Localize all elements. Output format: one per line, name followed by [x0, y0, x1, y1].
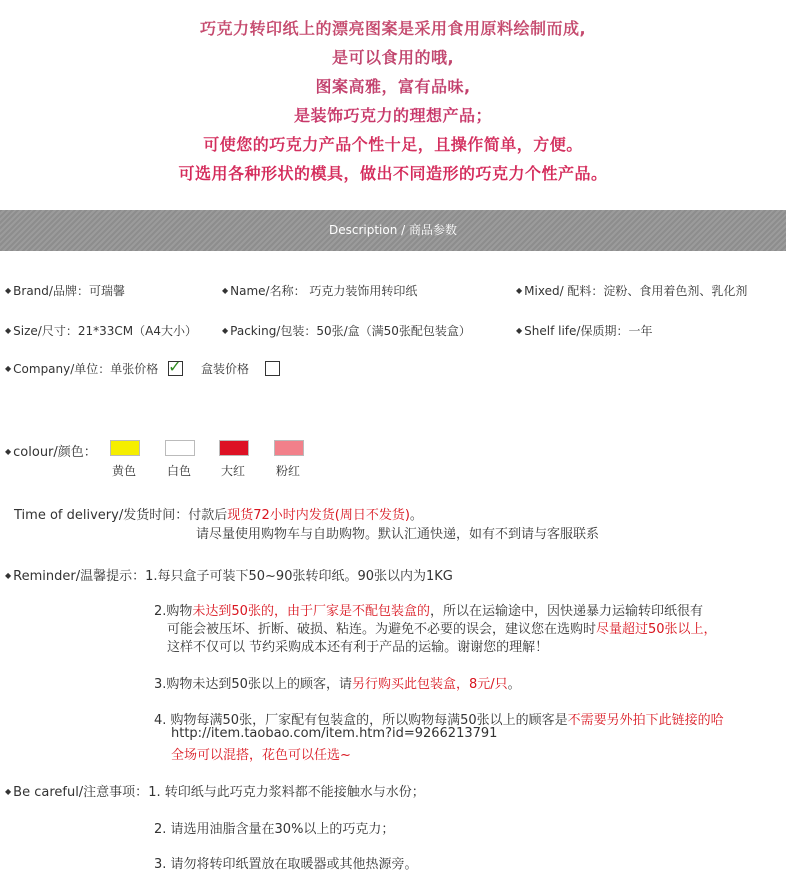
- checkmark-icon: ✓: [168, 357, 182, 376]
- intro-line-4: 是装饰巧克力的理想产品；: [293, 106, 492, 125]
- reminder-item-4-line-1: 4. 购物每满50张，厂家配有包装盒的，所以购物每满50张以上的顾客是不需要另外拍下此链接的哈: [154, 713, 724, 728]
- banner-title: Description / 商品参数: [328, 223, 458, 237]
- intro-text: [0, 14, 786, 188]
- bullet-diamond-icon: ◆: [5, 447, 12, 456]
- reminder-item-2-line-3: 这样不仅可以 节约采购成本还有利于产品的运输。谢谢您的理解！: [167, 640, 549, 655]
- bullet-diamond-icon: ◆: [5, 286, 12, 295]
- swatch-pink[interactable]: [274, 440, 304, 456]
- bullet-diamond-icon: ◆: [5, 787, 12, 796]
- reminder-item-3: 3.购物未达到50张以上的顾客，请另行购买此包装盒，8元/只。: [154, 677, 521, 692]
- bullet-diamond-icon: ◆: [222, 286, 229, 295]
- bullet-diamond-icon: ◆: [5, 364, 12, 373]
- reminder-item-4-link[interactable]: http://item.taobao.com/item.htm?id=9266213791: [171, 726, 498, 741]
- swatch-label-pink: 粉红: [275, 464, 300, 478]
- reminder-line-1: ◆ Reminder/温馨提示：1.每只盒子可装下50~90张转印纸。90张以内为1KG: [5, 569, 453, 584]
- param-company: ◆ Company/单位：单张价格 ✓ 盒装价格: [5, 360, 280, 377]
- box-price-checkbox[interactable]: [265, 361, 280, 376]
- intro-line-5: 可使您的巧克力产品个性十足，且操作简单，方便。: [203, 135, 583, 154]
- swatch-red[interactable]: [219, 440, 249, 456]
- reminder-item-2-line-2: 可能会被压坏、折断、破损、粘连。为避免不必要的误会，建议您在选购时尽量超过50张以上，: [167, 622, 717, 637]
- intro-line-2: 是可以食用的哦,: [331, 48, 455, 67]
- swatch-yellow[interactable]: [110, 440, 140, 456]
- swatch-label-white: 白色: [166, 464, 191, 478]
- bullet-diamond-icon: ◆: [222, 326, 229, 335]
- swatch-label-red: 大红: [220, 464, 245, 478]
- delivery-line-2: 请尽量使用购物车与自助购物。默认汇通快递，如有不到请与客服联系: [196, 527, 600, 542]
- delivery-highlight: 现货72小时内发货(周日不发货): [227, 508, 410, 523]
- reminder-item-2-line-1: 2.购物未达到50张的，由于厂家是不配包装盒的，所以在运输途中，因快递暴力运输转印纸很有: [154, 604, 703, 619]
- intro-line-3: 图案高雅，富有品味,: [315, 77, 471, 96]
- delivery-line-1: Time of delivery/发货时间：付款后现货72小时内发货(周日不发货)。: [14, 508, 423, 523]
- param-size: ◆ Size/尺寸：21*33CM（A4大小）: [5, 324, 197, 338]
- single-price-checkbox[interactable]: [168, 357, 183, 376]
- bullet-diamond-icon: ◆: [516, 326, 523, 335]
- swatch-label-yellow: 黄色: [111, 464, 136, 478]
- bullet-diamond-icon: ◆: [5, 571, 12, 580]
- careful-item-2: 2. 请选用油脂含量在30%以上的巧克力；: [154, 822, 395, 837]
- param-name: ◆ Name/名称： 巧克力装饰用转印纸: [222, 284, 418, 298]
- reminder-item-4-line-3: 全场可以混搭，花色可以任选~: [171, 748, 351, 763]
- param-packing: ◆ Packing/包装：50张/盒（满50张配包装盒）: [222, 324, 471, 338]
- bullet-diamond-icon: ◆: [5, 326, 12, 335]
- param-brand: ◆ Brand/品牌：可瑞馨: [5, 284, 125, 298]
- colour-label: ◆ colour/颜色：: [5, 445, 97, 460]
- careful-line-1: ◆ Be careful/注意事项：1. 转印纸与此巧克力浆料都不能接触水与水份；: [5, 785, 425, 800]
- intro-line-1: 巧克力转印纸上的漂亮图案是采用食用原料绘制而成,: [199, 19, 587, 38]
- careful-item-3: 3. 请勿将转印纸置放在取暖器或其他热源旁。: [154, 857, 418, 872]
- intro-line-6: 可选用各种形状的模具，做出不同造形的巧克力个性产品。: [178, 164, 608, 183]
- param-shelf-life: ◆ Shelf life/保质期：一年: [516, 324, 653, 338]
- description-banner: [0, 210, 786, 251]
- param-mixed: ◆ Mixed/ 配料：淀粉、食用着色剂、乳化剂: [516, 284, 748, 298]
- swatch-white[interactable]: [165, 440, 195, 456]
- bullet-diamond-icon: ◆: [516, 286, 523, 295]
- box-price-label: 盒装价格: [200, 362, 249, 376]
